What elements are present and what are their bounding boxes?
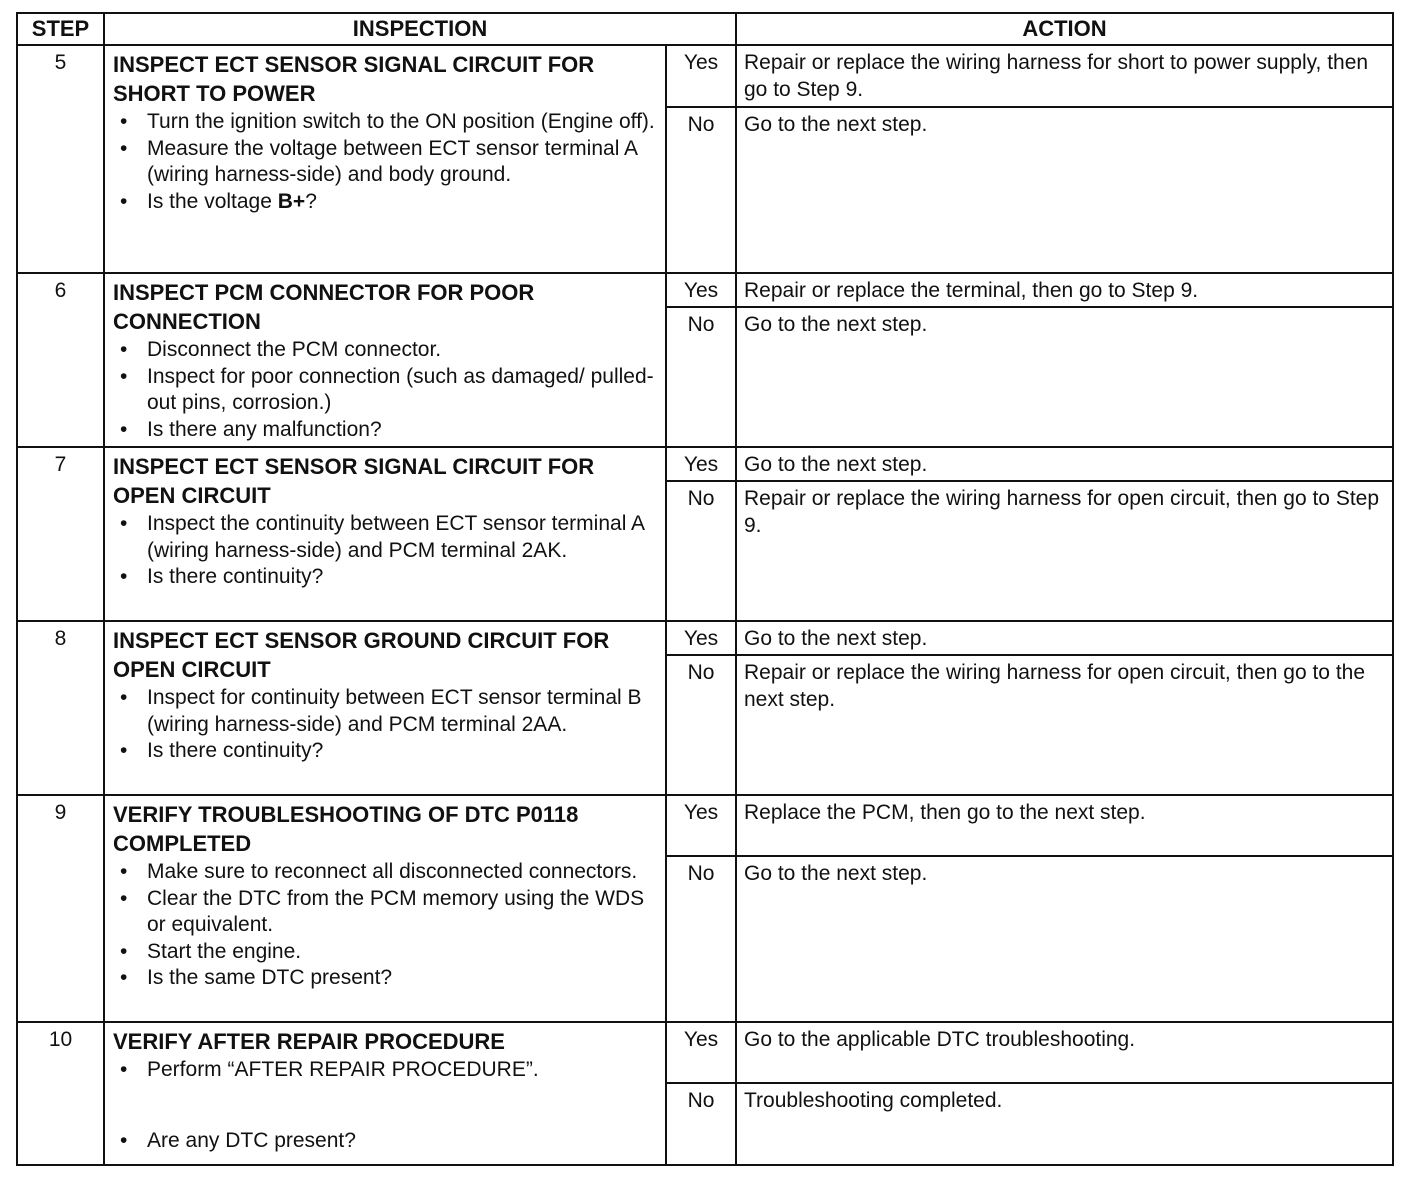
troubleshooting-table [16,12,1394,1166]
no-action: Repair or replace the wiring harness for open circuit, then go to Step 9. [736,481,1393,621]
step-5-inspection [104,45,666,273]
yes-action: Repair or replace the wiring harness for short to power supply, then go to Step 9. [736,45,1393,107]
list-item: • Inspect the continuity between ECT sensor terminal A (wiring harness-side) and PCM terminal 2AK. [113,511,659,564]
table-header-row [17,13,1393,45]
list-item: • Turn the ignition switch to the ON position (Engine off). [113,109,659,136]
step-6-yes-row [17,273,1393,307]
bullet-list [113,685,659,765]
list-item: • Clear the DTC from the PCM memory using the WDS or equivalent. [113,886,659,939]
header-inspection: INSPECTION [104,13,736,45]
step-5-yes-row [17,45,1393,107]
step-number: 10 [17,1022,104,1165]
yes-action: Repair or replace the terminal, then go to Step 9. [736,273,1393,307]
step-7-yes-row [17,447,1393,481]
step-title: INSPECT ECT SENSOR SIGNAL CIRCUIT FOR SHORT TO POWER [113,52,595,106]
step-title: VERIFY TROUBLESHOOTING OF DTC P0118 COMPLETED [113,802,579,856]
yes-label: Yes [666,447,736,481]
list-item: • Are any DTC present? [113,1128,659,1155]
list-item: • Disconnect the PCM connector. [113,337,659,364]
bullet-list [113,511,659,591]
no-label: No [666,1083,736,1165]
list-item: • Is the same DTC present? [113,965,659,992]
step-number: 8 [17,621,104,795]
list-item: • Make sure to reconnect all disconnected connectors. [113,859,659,886]
list-item: • Measure the voltage between ECT sensor terminal A (wiring harness-side) and body ground. [113,136,659,189]
step-7-inspection [104,447,666,621]
step-10-inspection [104,1022,666,1165]
troubleshooting-document [16,12,1392,1166]
no-label: No [666,655,736,795]
step-6-inspection [104,273,666,447]
bullet-list [113,337,659,443]
question-end: ? [305,189,317,213]
question-emphasis: B+ [277,189,306,213]
list-item: • Perform “AFTER REPAIR PROCEDURE”. [113,1057,659,1084]
list-item: • Inspect for continuity between ECT sensor terminal B (wiring harness-side) and PCM terminal 2AA. [113,685,659,738]
no-action: Go to the next step. [736,307,1393,447]
yes-label: Yes [666,1022,736,1083]
no-label: No [666,307,736,447]
yes-action: Go to the next step. [736,447,1393,481]
step-9-yes-row [17,795,1393,856]
bullet-list [113,859,659,992]
step-title: INSPECT ECT SENSOR SIGNAL CIRCUIT FOR OPEN CIRCUIT [113,454,595,508]
no-action: Go to the next step. [736,107,1393,273]
list-item: • Is there any malfunction? [113,417,659,444]
step-number: 6 [17,273,104,447]
step-number: 9 [17,795,104,1022]
step-9-inspection [104,795,666,1022]
bullet-list [113,1057,659,1154]
no-action: Go to the next step. [736,856,1393,1022]
no-label: No [666,107,736,273]
yes-action: Replace the PCM, then go to the next step. [736,795,1393,856]
list-item: • Start the engine. [113,939,659,966]
header-action: ACTION [736,13,1393,45]
header-step: STEP [17,13,104,45]
step-title: INSPECT PCM CONNECTOR FOR POOR CONNECTION [113,280,535,334]
list-item: • Inspect for poor connection (such as damaged/ pulled-out pins, corrosion.) [113,364,659,417]
yes-label: Yes [666,45,736,107]
no-label: No [666,481,736,621]
yes-label: Yes [666,273,736,307]
yes-label: Yes [666,795,736,856]
step-title: VERIFY AFTER REPAIR PROCEDURE [113,1029,505,1054]
step-number: 7 [17,447,104,621]
no-action: Repair or replace the wiring harness for open circuit, then go to the next step. [736,655,1393,795]
yes-action: Go to the next step. [736,621,1393,655]
no-action: Troubleshooting completed. [736,1083,1393,1165]
step-8-yes-row [17,621,1393,655]
no-label: No [666,856,736,1022]
list-item: • Is there continuity? [113,738,659,765]
list-item: • Is there continuity? [113,564,659,591]
step-10-yes-row [17,1022,1393,1083]
step-number: 5 [17,45,104,273]
yes-action: Go to the applicable DTC troubleshooting. [736,1022,1393,1083]
yes-label: Yes [666,621,736,655]
step-title: INSPECT ECT SENSOR GROUND CIRCUIT FOR OPEN CIRCUIT [113,628,610,682]
step-8-inspection [104,621,666,795]
bullet-list [113,109,659,215]
list-item [113,189,659,216]
question-text: Is the voltage [147,189,278,213]
